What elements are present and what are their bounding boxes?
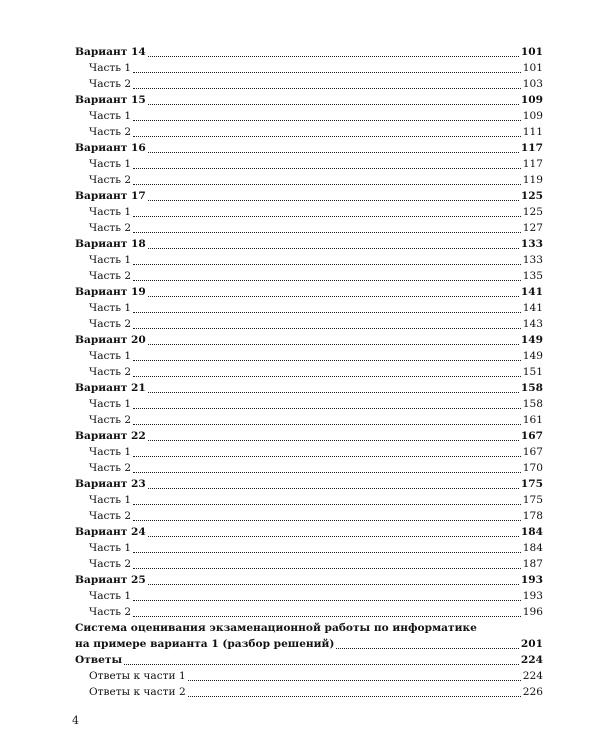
toc-section[interactable] [75,652,543,668]
toc-entry-page: 158 [522,398,543,410]
dot-leader [133,126,521,137]
toc-section[interactable] [75,332,543,348]
toc-entry-title: Система оценивания экзаменационной работы по информатике [75,622,477,634]
toc-subsection[interactable] [75,492,543,508]
toc-entry-page: 143 [522,318,543,330]
dot-leader [133,254,521,265]
toc-entry-title: Часть 2 [89,318,132,330]
toc-entry-title: Вариант 19 [75,286,146,298]
toc-entry-title: Ответы к части 2 [89,686,186,698]
toc-entry-page: 111 [522,126,543,138]
toc-entry-title: Часть 1 [89,206,132,218]
toc-entry-page: 133 [520,238,543,250]
toc-section[interactable] [75,572,543,588]
toc-entry-title: Часть 1 [89,542,132,554]
toc-section[interactable] [75,236,543,252]
dot-leader [133,78,521,89]
toc-entry-title: Часть 2 [89,558,132,570]
toc-entry-title: Часть 1 [89,302,132,314]
toc-subsection[interactable] [75,508,543,524]
dot-leader [148,334,519,345]
dot-leader [133,366,521,377]
dot-leader [133,462,521,473]
toc-entry-page: 135 [522,270,543,282]
toc-entry-title: Вариант 18 [75,238,146,250]
toc-subsection[interactable] [75,588,543,604]
page-number: 4 [72,714,79,727]
dot-leader [133,158,521,169]
toc-entry-page: 125 [522,206,543,218]
toc-subsection[interactable] [75,364,543,380]
toc-entry-title: Часть 2 [89,270,132,282]
toc-subsection[interactable] [75,540,543,556]
toc-subsection[interactable] [75,668,543,684]
dot-leader [148,526,519,537]
dot-leader [133,318,521,329]
dot-leader [133,350,521,361]
toc-entry-page: 224 [522,670,543,682]
toc-entry-title: Вариант 25 [75,574,146,586]
toc-subsection[interactable] [75,124,543,140]
toc-entry-title: Часть 1 [89,62,132,74]
dot-leader [133,414,521,425]
toc-entry-title: Вариант 20 [75,334,146,346]
toc-entry-page: 184 [522,542,543,554]
toc-entry-page: 175 [520,478,543,490]
toc-entry-title: Часть 1 [89,158,132,170]
toc-entry[interactable] [75,620,543,652]
toc-entry-title: Вариант 23 [75,478,146,490]
dot-leader [133,558,521,569]
toc-entry-title: Часть 2 [89,222,132,234]
toc-subsection[interactable] [75,220,543,236]
toc-entry-title: Вариант 15 [75,94,146,106]
toc-entry-page: 133 [522,254,543,266]
dot-leader [148,190,519,201]
dot-leader [133,62,521,73]
dot-leader [133,542,521,553]
toc-entry-title: Часть 2 [89,174,132,186]
toc-section[interactable] [75,188,543,204]
dot-leader [133,494,521,505]
toc-entry-page: 149 [522,350,543,362]
toc-section[interactable] [75,380,543,396]
toc-entry-page: 149 [520,334,543,346]
toc-entry-title: Часть 1 [89,398,132,410]
dot-leader [133,222,521,233]
toc-entry-page: 224 [520,654,543,666]
toc-entry-title: Вариант 22 [75,430,146,442]
toc-entry-page: 187 [522,558,543,570]
dot-leader [148,46,519,57]
toc-subsection[interactable] [75,156,543,172]
toc-entry-page: 193 [520,574,543,586]
dot-leader [148,94,519,105]
dot-leader [336,638,518,649]
toc-entry-page: 170 [522,462,543,474]
toc-entry-title: Часть 1 [89,110,132,122]
toc-entry-title: Ответы [75,654,123,666]
toc-entry-title: Часть 1 [89,446,132,458]
toc-subsection[interactable] [75,108,543,124]
toc-entry-page: 117 [522,158,543,170]
toc-subsection[interactable] [75,396,543,412]
dot-leader [148,286,519,297]
toc-entry-page: 193 [522,590,543,602]
toc-entry-title: Часть 2 [89,126,132,138]
toc-entry-page: 201 [520,638,543,650]
dot-leader [133,606,521,617]
toc-subsection[interactable] [75,412,543,428]
toc-entry-page: 158 [520,382,543,394]
toc-section[interactable] [75,284,543,300]
toc-entry-page: 167 [520,430,543,442]
toc-entry-page: 103 [522,78,543,90]
dot-leader [148,430,519,441]
toc-entry-title: Вариант 17 [75,190,146,202]
toc-entry-page: 167 [522,446,543,458]
dot-leader [148,238,519,249]
toc-entry-page: 141 [520,286,543,298]
dot-leader [148,478,519,489]
toc-subsection[interactable] [75,604,543,620]
dot-leader [133,110,521,121]
toc-subsection[interactable] [75,300,543,316]
toc-entry-page: 119 [522,174,543,186]
toc-subsection[interactable] [75,316,543,332]
toc-subsection[interactable] [75,348,543,364]
toc-entry-title: Часть 1 [89,350,132,362]
toc-subsection[interactable] [75,60,543,76]
toc-subsection[interactable] [75,684,543,700]
toc-entry-page: 161 [522,414,543,426]
toc-entry-title: Вариант 21 [75,382,146,394]
toc-entry-title: Вариант 16 [75,142,146,154]
toc-section[interactable] [75,476,543,492]
toc-subsection[interactable] [75,268,543,284]
toc-entry-title: Часть 1 [89,590,132,602]
toc-section[interactable] [75,44,543,60]
toc-entry-title: Ответы к части 1 [89,670,186,682]
toc-entry-title: Часть 2 [89,366,132,378]
toc-entry-title: Часть 2 [89,606,132,618]
dot-leader [133,590,521,601]
toc-entry-page: 184 [520,526,543,538]
toc-entry-title: Часть 2 [89,414,132,426]
toc-entry-page: 226 [522,686,543,698]
toc-entry-title: Часть 2 [89,78,132,90]
toc-section[interactable] [75,428,543,444]
toc-entry-page: 109 [520,94,543,106]
toc-entry-page: 101 [520,46,543,58]
toc-entry-page: 109 [522,110,543,122]
toc-subsection[interactable] [75,76,543,92]
toc-entry-page: 117 [520,142,543,154]
dot-leader [133,206,521,217]
toc-entry-page: 178 [522,510,543,522]
dot-leader [124,654,519,665]
dot-leader [133,510,521,521]
toc-entry-page: 127 [522,222,543,234]
table-of-contents [75,44,543,700]
toc-section[interactable] [75,524,543,540]
toc-section[interactable] [75,140,543,156]
toc-entry-title: Часть 2 [89,510,132,522]
toc-subsection[interactable] [75,460,543,476]
toc-entry-page: 125 [520,190,543,202]
toc-subsection[interactable] [75,252,543,268]
toc-section[interactable] [75,92,543,108]
toc-entry-title-continued: на примере варианта 1 (разбор решений) [75,638,335,650]
toc-entry-page: 101 [522,62,543,74]
toc-entry-title: Вариант 14 [75,46,146,58]
dot-leader [133,446,521,457]
toc-entry-page: 151 [522,366,543,378]
dot-leader [148,382,519,393]
dot-leader [188,686,521,697]
toc-subsection[interactable] [75,444,543,460]
toc-entry-title: Часть 1 [89,494,132,506]
toc-entry-title: Вариант 24 [75,526,146,538]
toc-entry-page: 141 [522,302,543,314]
dot-leader [133,270,521,281]
dot-leader [133,174,521,185]
toc-subsection[interactable] [75,204,543,220]
toc-entry-page: 175 [522,494,543,506]
dot-leader [188,670,521,681]
dot-leader [133,398,521,409]
toc-entry-title: Часть 1 [89,254,132,266]
dot-leader [148,574,519,585]
toc-subsection[interactable] [75,172,543,188]
dot-leader [148,142,519,153]
dot-leader [133,302,521,313]
toc-entry-title: Часть 2 [89,462,132,474]
toc-subsection[interactable] [75,556,543,572]
toc-entry-page: 196 [522,606,543,618]
